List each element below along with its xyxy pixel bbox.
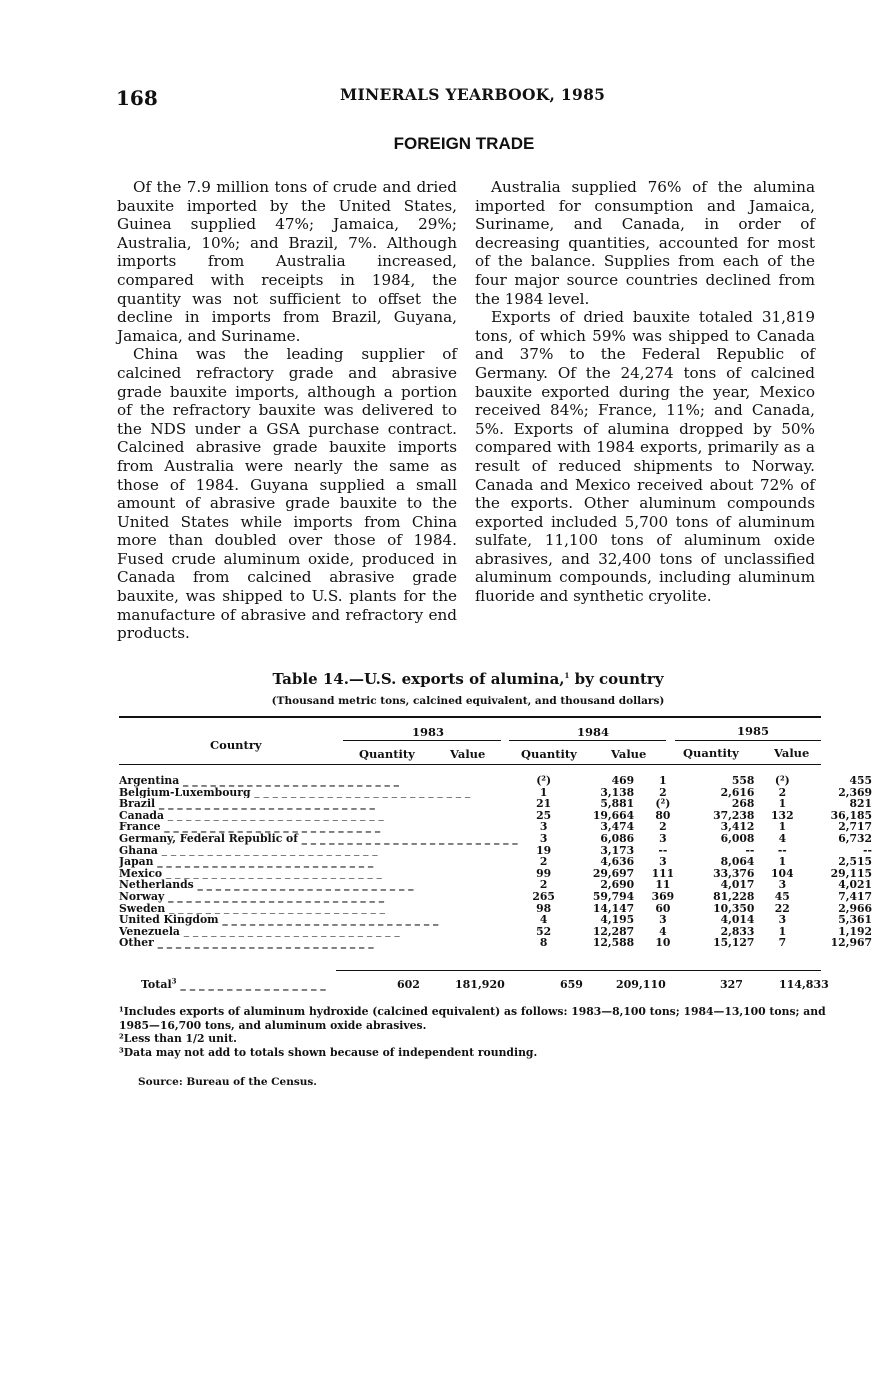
right-column — [475, 178, 815, 606]
value-cell: (²) — [536, 774, 552, 787]
value-cell: 132 — [771, 808, 794, 822]
value-cell: 29,115 — [830, 866, 872, 880]
quantity-header: Quantity — [359, 747, 415, 761]
value-cell: 4,195 — [600, 913, 635, 927]
country-cell: France _ _ _ _ _ _ _ _ _ _ _ _ _ _ _ _ _ _ _ _ _ _ _ _ — [119, 821, 381, 833]
value-cell: 4,636 — [600, 855, 635, 869]
value-header: Value — [450, 747, 486, 761]
value-header: Value — [611, 747, 647, 761]
table-row — [119, 891, 872, 903]
value-cell: 2 — [659, 785, 667, 799]
country-cell: Sweden _ _ _ _ _ _ _ _ _ _ _ _ _ _ _ _ _ _ _ _ _ _ _ _ — [119, 902, 386, 915]
source-note: Source: Bureau of the Census. — [138, 1076, 317, 1088]
exports-table — [119, 775, 872, 949]
value-cell: 22 — [774, 901, 790, 915]
value-cell: 2,717 — [838, 820, 872, 834]
value-cell: 2 — [539, 855, 548, 869]
value-cell: 3 — [539, 820, 548, 834]
value-cell: 25 — [536, 808, 552, 822]
value-cell: (²) — [655, 797, 671, 811]
value-cell: 21 — [536, 797, 552, 811]
total-rule — [336, 970, 821, 971]
country-cell: Ghana _ _ _ _ _ _ _ _ _ _ _ _ _ _ _ _ _ _ _ _ _ _ _ _ — [119, 844, 378, 857]
value-cell: 15,127 — [713, 936, 755, 950]
country-cell: Brazil _ _ _ _ _ _ _ _ _ _ _ _ _ _ _ _ _ _ _ _ _ _ _ _ — [119, 798, 375, 810]
value-cell: 1 — [539, 785, 548, 799]
table-row — [119, 787, 872, 799]
rule-1983 — [343, 740, 501, 741]
value-cell: 36,185 — [830, 808, 872, 822]
value-cell: 1 — [778, 820, 787, 834]
value-cell: 1 — [778, 797, 787, 811]
table-row — [119, 775, 872, 787]
rule-1984 — [509, 740, 666, 741]
country-cell: Netherlands _ _ _ _ _ _ _ _ _ _ _ _ _ _ _ _ _ _ _ _ _ _ _ _ — [119, 879, 414, 891]
table-subtitle: (Thousand metric tons, calcined equivalent, and thousand dollars) — [271, 695, 665, 707]
total-q85: 327 — [720, 978, 743, 991]
value-cell: 265 — [532, 889, 555, 903]
section-title: FOREIGN TRADE — [393, 134, 535, 153]
value-cell: 1 — [778, 924, 787, 938]
value-cell: -- — [777, 843, 787, 857]
value-cell: 3 — [778, 878, 787, 892]
value-cell: 29,697 — [592, 866, 635, 880]
table-caption: Table 14.—U.S. exports of alumina,$^1$ by country — [272, 670, 664, 688]
value-cell: 268 — [731, 797, 755, 811]
value-cell: 104 — [771, 866, 794, 880]
quantity-header: Quantity — [683, 746, 739, 760]
value-cell: 2,833 — [720, 924, 755, 938]
value-cell: 8,064 — [720, 855, 755, 869]
total-v84: 209,110 — [616, 978, 666, 991]
table-row — [119, 879, 872, 891]
value-cell: 12,287 — [592, 924, 635, 938]
country-cell: Canada _ _ _ _ _ _ _ _ _ _ _ _ _ _ _ _ _ _ _ _ _ _ _ _ — [119, 809, 384, 822]
value-cell: 60 — [655, 901, 671, 915]
table-row — [119, 810, 872, 822]
left-column — [117, 178, 457, 643]
country-cell: United Kingdom _ _ _ _ _ _ _ _ _ _ _ _ _ _ _ _ _ _ _ _ _ _ _ _ — [119, 914, 439, 926]
value-cell: 2 — [539, 878, 548, 892]
country-cell: Argentina _ _ _ _ _ _ _ _ _ _ _ _ _ _ _ _ _ _ _ _ _ _ _ _ — [119, 775, 400, 787]
value-header: Value — [774, 746, 810, 760]
value-cell: 19 — [536, 843, 552, 857]
table-header-rule — [119, 764, 821, 765]
value-cell: 455 — [849, 774, 872, 787]
value-cell: 19,664 — [592, 808, 635, 822]
year-header-1985: 1985 — [737, 724, 770, 738]
value-cell: 98 — [536, 901, 552, 915]
value-cell: 369 — [651, 889, 675, 903]
table-top-rule — [119, 716, 821, 718]
paragraph: Of the 7.9 million tons of crude and dried bauxite imported by the United States, Guinea supplied 47%; Jamaica, 29%; Australia, 10%; and Brazil, 7%. Although imports from Australia increased, compared with receipts in 1984, the quantity was not sufficient to offset the decline in imports from Brazil, Guyana, Jamaica, and Suriname. — [117, 178, 457, 345]
country-cell: Venezuela _ _ _ _ _ _ _ _ _ _ _ _ _ _ _ _ _ _ _ _ _ _ _ _ — [119, 925, 400, 938]
country-cell: Mexico _ _ _ _ _ _ _ _ _ _ _ _ _ _ _ _ _ _ _ _ _ _ _ _ — [119, 867, 382, 880]
value-cell: 11 — [655, 878, 671, 892]
value-cell: 4,021 — [838, 878, 872, 892]
value-cell: 12,588 — [592, 936, 635, 950]
value-cell: 10 — [655, 936, 671, 950]
table-row — [119, 868, 872, 880]
value-cell: 81,228 — [713, 889, 755, 903]
value-cell: 12,967 — [830, 936, 872, 950]
value-cell: 1 — [659, 774, 667, 787]
value-cell: 8 — [539, 936, 548, 950]
value-cell: 4 — [539, 913, 548, 927]
value-cell: 33,376 — [713, 866, 755, 880]
year-header-1983: 1983 — [412, 725, 445, 739]
value-cell: -- — [745, 843, 755, 857]
value-cell: 4,014 — [720, 913, 755, 927]
paragraph: Australia supplied 76% of the alumina imported for consumption and Jamaica, Suriname, and Canada, in order of decreasing quantities, accounted for most of the balance. Supplies from each of the four major source countries declined from the 1984 level. — [475, 178, 815, 308]
value-cell: 59,794 — [592, 889, 635, 903]
value-cell: -- — [658, 843, 668, 857]
value-cell: 1,192 — [838, 924, 872, 938]
value-cell: 469 — [611, 774, 635, 787]
country-cell: Germany, Federal Republic of _ _ _ _ _ _ _ _ _ _ _ _ _ _ _ _ _ _ _ _ _ _ _ _ — [119, 832, 518, 845]
value-cell: 2,690 — [600, 878, 635, 892]
value-cell: 5,361 — [838, 913, 872, 927]
value-cell: 3 — [539, 831, 548, 845]
value-cell: 2,616 — [720, 785, 755, 799]
value-cell: 6,086 — [600, 831, 635, 845]
paragraph: China was the leading supplier of calcined refractory grade and abrasive grade bauxite imports, although a portion of the refractory bauxite was delivered to the NDS under a GSA purchase contract. Calcined abrasive grade bauxite imports from Australia were nearly the same as those of 1984. Guyana supplied a small amount of abrasive grade bauxite to the United States while imports from China more than doubled over those of 1984. Fused crude aluminum oxide, produced in Canada from calcined abrasive grade bauxite, was shipped to U.S. plants for the manufacture of abrasive and refractory end products. — [117, 345, 457, 643]
value-cell: 3,474 — [600, 820, 635, 834]
value-cell: 3 — [778, 913, 787, 927]
table-row — [119, 926, 872, 938]
value-cell: 3 — [659, 913, 667, 927]
total-v83: 181,920 — [455, 978, 505, 991]
value-cell: 3,173 — [600, 843, 635, 857]
country-cell: Japan _ _ _ _ _ _ _ _ _ _ _ _ _ _ _ _ _ _ _ _ _ _ _ _ — [119, 856, 374, 868]
value-cell: 4,017 — [720, 878, 755, 892]
table-row — [119, 937, 872, 949]
value-cell: 80 — [655, 808, 671, 822]
value-cell: 3 — [659, 855, 667, 869]
page-number: 168 — [116, 86, 158, 110]
table-row — [119, 914, 872, 926]
value-cell: 1 — [778, 855, 787, 869]
value-cell: 3,138 — [600, 785, 635, 799]
value-cell: -- — [863, 843, 872, 857]
value-cell: 14,147 — [592, 901, 635, 915]
value-cell: 2 — [778, 785, 787, 799]
value-cell: 10,350 — [713, 901, 755, 915]
total-q84: 659 — [560, 978, 583, 991]
value-cell: 5,881 — [600, 797, 635, 811]
value-cell: (²) — [774, 774, 790, 787]
value-cell: 2 — [659, 820, 667, 834]
value-cell: 7 — [778, 936, 787, 950]
footnotes — [119, 1005, 831, 1059]
value-cell: 2,515 — [838, 855, 872, 869]
footnote: ²Less than 1/2 unit. — [119, 1032, 237, 1045]
value-cell: 52 — [536, 924, 552, 938]
table-row — [119, 821, 872, 833]
value-cell: 558 — [731, 774, 755, 787]
total-q83: 602 — [397, 978, 420, 991]
value-cell: 4 — [659, 924, 667, 938]
country-header: Country — [210, 738, 262, 752]
value-cell: 6,008 — [720, 831, 755, 845]
value-cell: 4 — [778, 831, 787, 845]
total-label: Total$^3$ _ _ _ _ _ _ _ _ _ _ _ _ _ _ _ _ — [141, 976, 326, 991]
total-v85: 114,833 — [779, 978, 829, 991]
value-cell: 6,732 — [838, 831, 872, 845]
country-cell: Belgium-Luxembourg _ _ _ _ _ _ _ _ _ _ _ _ _ _ _ _ _ _ _ _ _ _ _ _ — [119, 786, 471, 799]
value-cell: 111 — [651, 866, 675, 880]
value-cell: 99 — [536, 866, 552, 880]
paragraph: Exports of dried bauxite totaled 31,819 tons, of which 59% was shipped to Canada and 37% to the Federal Republic of Germany. Of the 24,274 tons of calcined bauxite exported during the year, Mexico received 84%; France, 11%; and Canada, 5%. Exports of alumina dropped by 50% compared with 1984 exports, primarily as a result of reduced shipments to Norway. Canada and Mexico received about 72% of the exports. Other aluminum compounds exported included 5,700 tons of aluminum sulfate, 11,100 tons of aluminum oxide abrasives, and 32,400 tons of unclassified aluminum compounds, including aluminum fluoride and synthetic cryolite. — [475, 308, 815, 606]
rule-1985 — [675, 740, 821, 741]
value-cell: 7,417 — [838, 889, 872, 903]
running-title: MINERALS YEARBOOK, 1985 — [340, 85, 606, 104]
value-cell: 3,412 — [720, 820, 755, 834]
country-cell: Norway _ _ _ _ _ _ _ _ _ _ _ _ _ _ _ _ _ _ _ _ _ _ _ _ — [119, 890, 385, 903]
value-cell: 2,966 — [838, 901, 872, 915]
footnote: ³Data may not add to totals shown because of independent rounding. — [119, 1045, 538, 1059]
table-row — [119, 903, 872, 915]
country-cell: Other _ _ _ _ _ _ _ _ _ _ _ _ _ _ _ _ _ _ _ _ _ _ _ _ — [119, 937, 374, 949]
quantity-header: Quantity — [521, 747, 577, 761]
table-row — [119, 845, 872, 857]
year-header-1984: 1984 — [577, 725, 610, 739]
table-row — [119, 833, 872, 845]
value-cell: 37,238 — [713, 808, 755, 822]
table-row — [119, 798, 872, 810]
footnote: ¹Includes exports of aluminum hydroxide (calcined equivalent) as follows: 1983—8,100 tons; 1984—13,100 tons; and 1985—16,700 tons, and aluminum oxide abrasives. — [119, 1005, 826, 1032]
table-row — [119, 856, 872, 868]
value-cell: 2,369 — [838, 785, 872, 799]
value-cell: 821 — [849, 797, 872, 811]
value-cell: 3 — [659, 831, 667, 845]
value-cell: 45 — [774, 889, 790, 903]
